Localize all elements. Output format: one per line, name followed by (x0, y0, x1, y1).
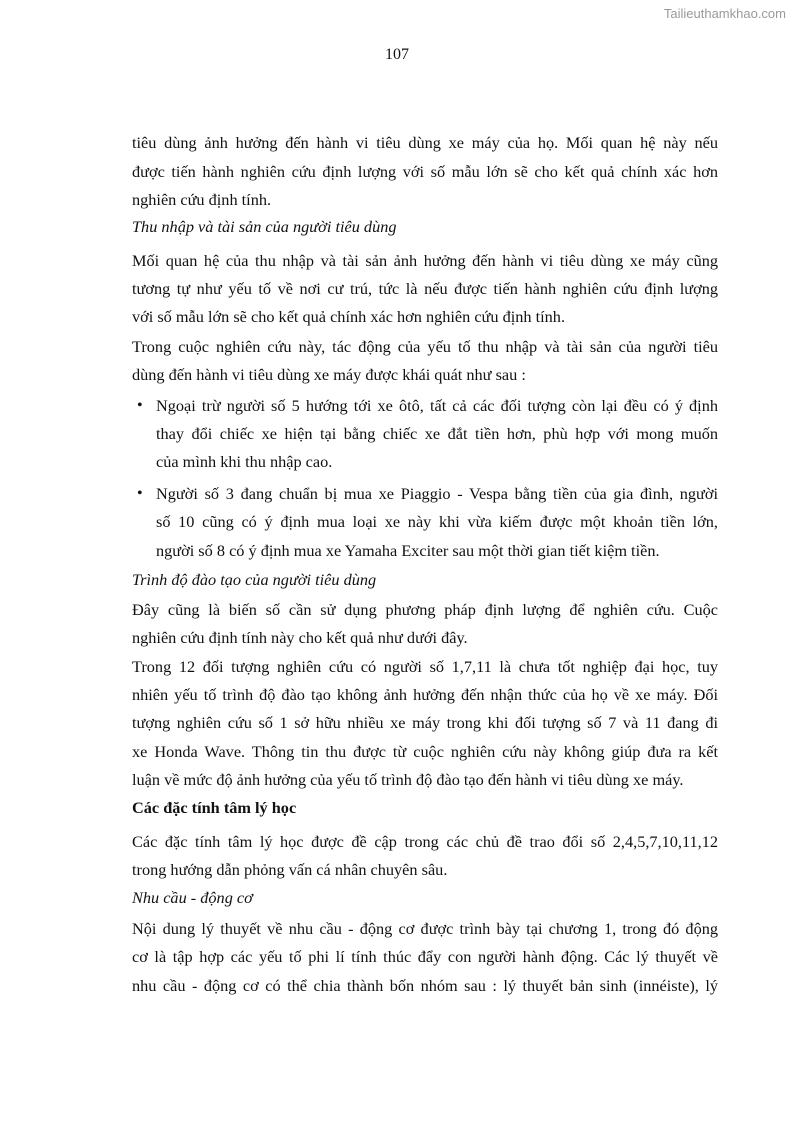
text-line: tương tự như yếu tố về nơi cư trú, tức là nếu được tiến hành nghiên cứu định lượng (132, 279, 718, 298)
text-line: được tiến hành nghiên cứu định lượng với số mẫu lớn sẽ cho kết quả chính xác hơn (132, 162, 718, 181)
text-line: người số 8 có ý định mua xe Yamaha Exciter sau một thời gian tiết kiệm tiền. (156, 541, 660, 560)
text-line: tượng nghiên cứu số 1 sở hữu nhiều xe máy trong khi đối tượng số 7 và 11 đang đi (132, 713, 718, 732)
text-line: Trong cuộc nghiên cứu này, tác động của yếu tố thu nhập và tài sản của người tiêu (132, 337, 718, 356)
bullet-icon: • (137, 397, 143, 414)
text-line: tiêu dùng ảnh hưởng đến hành vi tiêu dùng xe máy của họ. Mối quan hệ này nếu (132, 133, 718, 152)
subheading-education: Trình độ đào tạo của người tiêu dùng (132, 570, 377, 589)
text-line: dùng đến hành vi tiêu dùng xe máy được khái quát như sau : (132, 365, 526, 384)
text-line: Các đặc tính tâm lý học được đề cập trong các chủ đề trao đổi số 2,4,5,7,10,11,12 (132, 832, 718, 851)
text-line: Trong 12 đối tượng nghiên cứu có người số 1,7,11 là chưa tốt nghiệp đại học, tuy (132, 657, 718, 676)
watermark: Tailieuthamkhao.com (663, 6, 786, 21)
text-line: cơ là tập hợp các yếu tố phi lí tính thúc đẩy con người hành động. Các lý thuyết về (132, 947, 718, 966)
text-line: thay đổi chiếc xe hiện tại bằng chiếc xe đắt tiền hơn, phù hợp với mong muốn (156, 424, 718, 443)
bullet-icon: • (137, 485, 143, 502)
text-line: của mình khi thu nhập cao. (156, 452, 333, 471)
text-line: Người số 3 đang chuẩn bị mua xe Piaggio - Vespa bằng tiền của gia đình, người (156, 484, 718, 503)
subheading-income: Thu nhập và tài sản của người tiêu dùng (132, 217, 397, 236)
text-line: nghiên cứu định tính. (132, 190, 272, 209)
text-line: Ngoại trừ người số 5 hướng tới xe ôtô, tất cả các đối tượng còn lại đều có ý định (156, 396, 718, 415)
text-line: số 10 cũng có ý định mua loại xe này khi vừa kiếm được một khoản tiền lớn, (156, 512, 718, 531)
text-line: trong hướng dẫn phỏng vấn cá nhân chuyên sâu. (132, 860, 448, 879)
page-number: 107 (385, 46, 409, 63)
text-line: nhiên yếu tố trình độ đào tạo không ảnh hưởng đến nhận thức của họ về xe máy. Đối (132, 685, 718, 704)
text-line: Nội dung lý thuyết về nhu cầu - động cơ được trình bày tại chương 1, trong đó động (132, 919, 718, 938)
section-heading-psychology: Các đặc tính tâm lý học (132, 798, 297, 817)
text-line: Mối quan hệ của thu nhập và tài sản ảnh hưởng đến hành vi tiêu dùng xe máy cũng (132, 251, 718, 270)
text-line: với số mẫu lớn sẽ cho kết quả chính xác hơn nghiên cứu định tính. (132, 307, 566, 326)
text-line: Đây cũng là biến số cần sử dụng phương pháp định lượng để nghiên cứu. Cuộc (132, 600, 718, 619)
text-line: xe Honda Wave. Thông tin thu được từ cuộc nghiên cứu này không giúp đưa ra kết (132, 742, 718, 761)
subheading-needs: Nhu cầu - động cơ (132, 888, 253, 907)
text-line: nghiên cứu định tính này cho kết quả như dưới đây. (132, 628, 468, 647)
text-line: nhu cầu - động cơ có thể chia thành bốn nhóm sau : lý thuyết bản sinh (innéiste), lý (132, 976, 718, 995)
text-line: luận về mức độ ảnh hưởng của yếu tố trình độ đào tạo đến hành vi tiêu dùng xe máy. (132, 770, 684, 789)
